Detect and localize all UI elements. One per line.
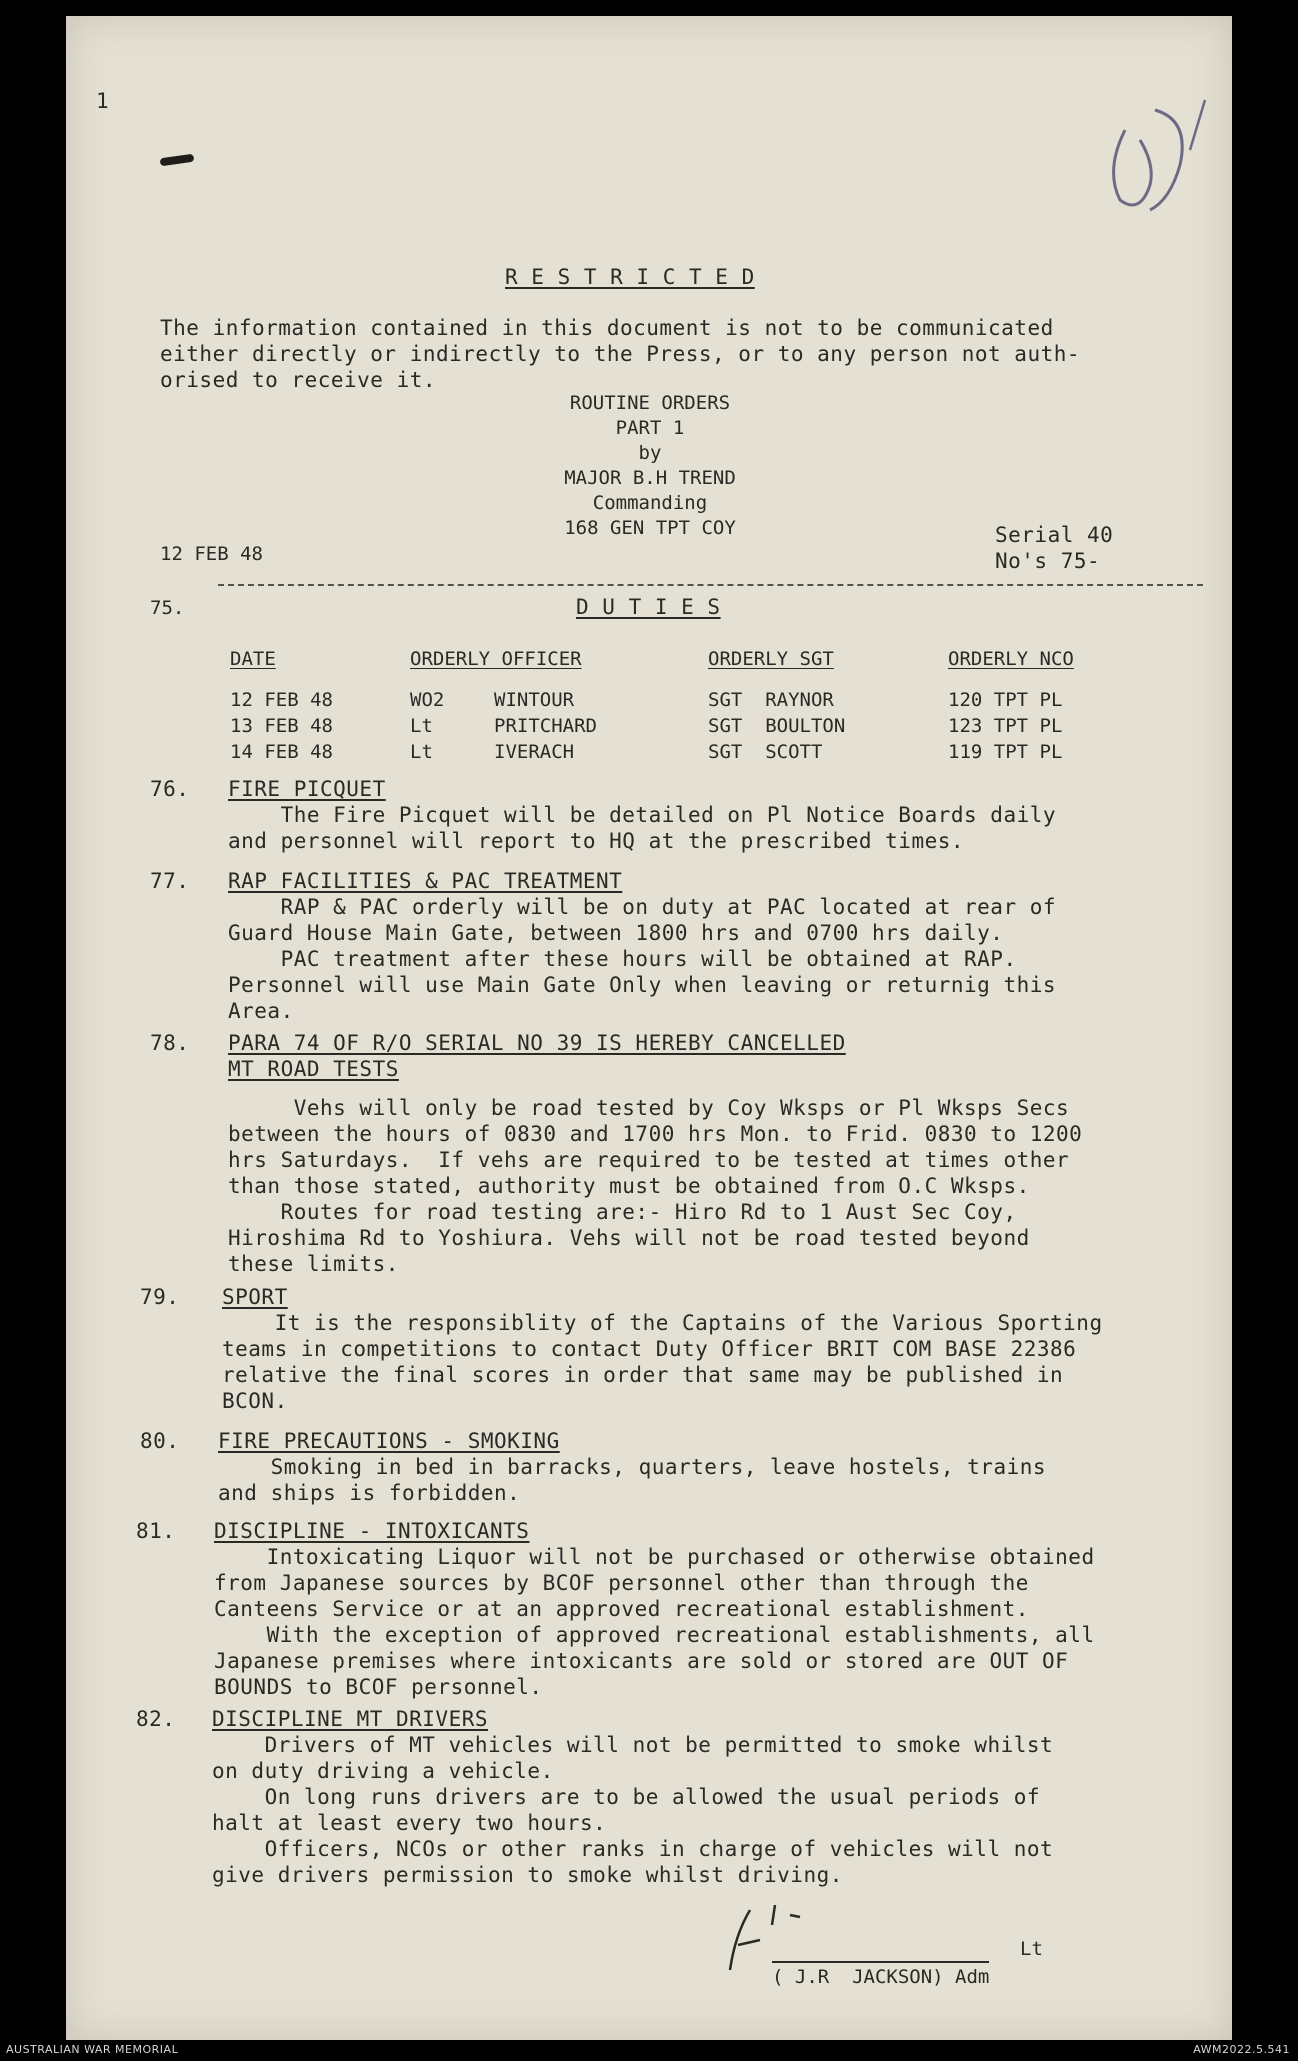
table-row-1-sgt: SGT RAYNOR — [708, 689, 834, 711]
col-header-nco: ORDERLY NCO — [948, 648, 1074, 670]
table-row-3-officer: IVERACH — [494, 741, 575, 763]
para-77-line-2: Guard House Main Gate, between 1800 hrs and 0700 hrs daily. — [228, 921, 1004, 945]
para-80-line-2: and ships is forbidden. — [218, 1481, 521, 1505]
footer-accession-id: AWM2022.5.541 — [1193, 2043, 1290, 2056]
para-heading-76: FIRE PICQUET — [228, 777, 386, 801]
para-76-line-1: The Fire Picquet will be detailed on Pl Notice Boards daily — [228, 803, 1057, 827]
para-heading-78: PARA 74 OF R/O SERIAL NO 39 IS HEREBY CANCELLED — [228, 1031, 846, 1055]
margin-mark: 1 — [96, 89, 110, 113]
para-heading-79: SPORT — [222, 1285, 288, 1309]
para-number-80: 80. — [140, 1429, 180, 1453]
para-77-line-3: PAC treatment after these hours will be obtained at RAP. — [228, 947, 1017, 971]
para-76-line-2: and personnel will report to HQ at the prescribed times. — [228, 829, 965, 853]
para-81-line-2: from Japanese sources by BCOF personnel other than through the — [214, 1571, 1029, 1595]
title-line-2: PART 1 — [615, 417, 685, 439]
para-subheading-78: MT ROAD TESTS — [228, 1057, 399, 1081]
para-heading-77: RAP FACILITIES & PAC TREATMENT — [228, 869, 623, 893]
table-row-1-date: 12 FEB 48 — [230, 689, 333, 711]
para-82-line-5: Officers, NCOs or other ranks in charge of vehicles will not — [212, 1837, 1054, 1861]
footer-source-label: AUSTRALIAN WAR MEMORIAL — [6, 2043, 179, 2056]
order-numbers: No's 75- — [995, 549, 1101, 573]
table-row-2-date: 13 FEB 48 — [230, 715, 333, 737]
para-79-line-1: It is the responsiblity of the Captains of the Various Sporting — [222, 1311, 1103, 1335]
para-heading-81: DISCIPLINE - INTOXICANTS — [214, 1519, 530, 1543]
para-78-line-2: between the hours of 0830 and 1700 hrs Mon. to Frid. 0830 to 1200 — [228, 1122, 1083, 1146]
para-80-line-1: Smoking in bed in barracks, quarters, leave hostels, trains — [218, 1455, 1047, 1479]
para-78-line-6: Hiroshima Rd to Yoshiura. Vehs will not be road tested beyond — [228, 1226, 1030, 1250]
para-82-line-4: halt at least every two hours. — [212, 1811, 607, 1835]
para-78-line-5: Routes for road testing are:- Hiro Rd to 1 Aust Sec Coy, — [228, 1200, 1017, 1224]
table-row-2-officer: PRITCHARD — [494, 715, 597, 737]
table-row-2-nco: 123 TPT PL — [948, 715, 1063, 737]
col-header-date: DATE — [230, 648, 276, 670]
para-81-line-3: Canteens Service or at an approved recreational establishment. — [214, 1597, 1029, 1621]
table-row-1-rank: WO2 — [410, 689, 445, 711]
notice-line-1: The information contained in this document is not to be communicated — [160, 316, 1054, 340]
para-78-line-1: Vehs will only be road tested by Coy Wksps or Pl Wksps Secs — [228, 1096, 1070, 1120]
para-heading-80: FIRE PRECAUTIONS - SMOKING — [218, 1429, 560, 1453]
para-number-82: 82. — [136, 1707, 176, 1731]
para-82-line-6: give drivers permission to smoke whilst driving. — [212, 1863, 843, 1887]
notice-line-3: orised to receive it. — [160, 368, 437, 392]
table-row-2-sgt: SGT BOULTON — [708, 715, 846, 737]
restricted-label: R E S T R I C T E D — [505, 265, 755, 289]
table-row-1-officer: WINTOUR — [494, 689, 575, 711]
para-number-75: 75. — [150, 597, 185, 619]
para-78-line-3: hrs Saturdays. If vehs are required to be tested at times other — [228, 1148, 1070, 1172]
para-number-78: 78. — [150, 1031, 190, 1055]
para-82-line-2: on duty driving a vehicle. — [212, 1759, 554, 1783]
table-row-3-sgt: SGT SCOTT — [708, 741, 823, 763]
para-77-line-5: Area. — [228, 999, 294, 1023]
col-header-sgt: ORDERLY SGT — [708, 648, 834, 670]
title-line-5: Commanding — [592, 492, 708, 514]
para-81-line-5: Japanese premises where intoxicants are sold or stored are OUT OF — [214, 1649, 1069, 1673]
para-heading-82: DISCIPLINE MT DRIVERS — [212, 1707, 489, 1731]
para-81-line-4: With the exception of approved recreational establishments, all — [214, 1623, 1095, 1647]
para-79-line-3: relative the final scores in order that same may be published in — [222, 1363, 1064, 1387]
table-row-3-nco: 119 TPT PL — [948, 741, 1063, 763]
para-77-line-1: RAP & PAC orderly will be on duty at PAC located at rear of — [228, 895, 1057, 919]
table-row-3-date: 14 FEB 48 — [230, 741, 333, 763]
duties-heading: D U T I E S — [576, 595, 721, 619]
serial-number: Serial 40 — [995, 523, 1114, 547]
para-number-81: 81. — [136, 1519, 176, 1543]
para-82-line-3: On long runs drivers are to be allowed the usual periods of — [212, 1785, 1041, 1809]
title-line-1: ROUTINE ORDERS — [569, 392, 731, 414]
para-79-line-4: BCON. — [222, 1389, 288, 1413]
title-line-4: MAJOR B.H TREND — [564, 467, 736, 489]
table-row-3-rank: Lt — [410, 741, 433, 763]
para-number-79: 79. — [140, 1285, 180, 1309]
para-81-line-6: BOUNDS to BCOF personnel. — [214, 1675, 543, 1699]
signature-rank: Lt — [1020, 1938, 1043, 1960]
para-number-76: 76. — [150, 777, 190, 801]
para-78-line-4: than those stated, authority must be obtained from O.C Wksps. — [228, 1174, 1030, 1198]
para-77-line-4: Personnel will use Main Gate Only when leaving or returnig this — [228, 973, 1057, 997]
title-line-3: by — [638, 442, 662, 464]
para-81-line-1: Intoxicating Liquor will not be purchased or otherwise obtained — [214, 1545, 1095, 1569]
divider-line — [218, 584, 1203, 586]
table-row-2-rank: Lt — [410, 715, 433, 737]
order-date: 12 FEB 48 — [160, 543, 263, 565]
para-78-line-7: these limits. — [228, 1252, 399, 1276]
handwritten-initials-icon — [1095, 70, 1215, 220]
para-82-line-1: Drivers of MT vehicles will not be permitted to smoke whilst — [212, 1733, 1054, 1757]
table-row-1-nco: 120 TPT PL — [948, 689, 1063, 711]
signature-name: ( J.R JACKSON) Adm — [772, 1961, 989, 1990]
title-line-6: 168 GEN TPT COY — [564, 517, 736, 539]
notice-line-2: either directly or indirectly to the Press, or to any person not auth- — [160, 342, 1081, 366]
para-number-77: 77. — [150, 869, 190, 893]
col-header-officer: ORDERLY OFFICER — [410, 648, 582, 670]
para-79-line-2: teams in competitions to contact Duty Officer BRIT COM BASE 22386 — [222, 1337, 1077, 1361]
